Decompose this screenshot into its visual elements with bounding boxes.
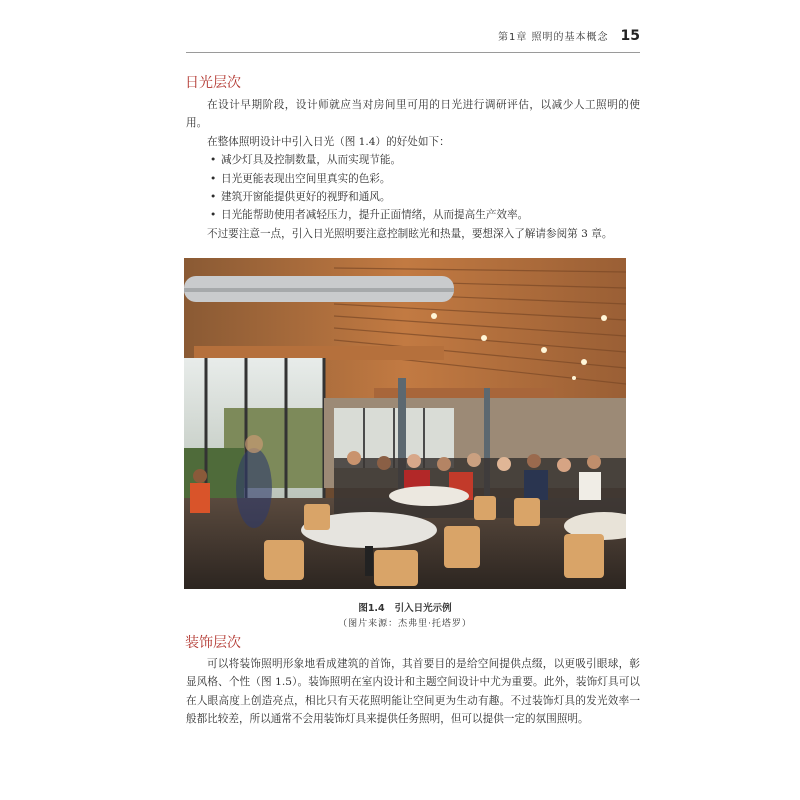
daylight-intro-paragraph: 在设计早期阶段，设计师就应当对房间里可用的日光进行调研评估，以减少人工照明的使用。 — [186, 99, 640, 130]
daylight-note-paragraph: 不过要注意一点，引入日光照明要注意控制眩光和热量，要想深入了解请参阅第 3 章。 — [207, 227, 613, 240]
figure-number: 图1.4 — [358, 603, 385, 614]
decorative-text-block — [186, 655, 640, 729]
list-item: • 日光能帮助使用者减轻压力，提升正面情绪，从而提高生产效率。 — [186, 206, 640, 224]
list-item: • 建筑开窗能提供更好的视野和通风。 — [186, 188, 640, 206]
daylight-benefits-lead: 在整体照明设计中引入日光（图 1.4）的好处如下： — [207, 135, 450, 148]
section-heading-decorative: 装饰层次 — [185, 635, 241, 651]
daylight-benefits-list — [186, 151, 640, 225]
running-header — [186, 28, 640, 53]
figure-credit: （图片来源：杰弗里·托塔罗） — [338, 619, 472, 629]
bullet-icon: • — [210, 209, 217, 222]
figure-caption — [184, 600, 626, 629]
cafeteria-photo — [184, 258, 626, 589]
section-heading-daylight: 日光层次 — [185, 75, 241, 91]
list-item: • 日光更能表现出空间里真实的色彩。 — [186, 170, 640, 188]
list-item: • 减少灯具及控制数量，从而实现节能。 — [186, 151, 640, 169]
figure-title: 引入日光示例 — [394, 603, 452, 614]
daylight-text-block — [186, 96, 640, 243]
bullet-icon: • — [210, 191, 217, 204]
chapter-label: 第1章 照明的基本概念 — [497, 32, 609, 43]
bullet-icon: • — [210, 172, 217, 185]
decorative-paragraph: 可以将装饰照明形象地看成建筑的首饰，其首要目的是给空间提供点缀，以更吸引眼球，彰显风格、个性（图 1.5）。装饰照明在室内设计和主题空间设计中尤为重要。此外，装饰灯具可以在人眼高度上创造亮点，相比只有天花照明能让空间更为生动有趣。不过装饰灯具的发光效率一般都比较差，所以通常不会用装饰灯具来提供任务照明，但可以提供一定的氛围照明。 — [186, 658, 640, 726]
page-number: 15 — [620, 28, 640, 44]
bullet-icon: • — [210, 154, 217, 167]
